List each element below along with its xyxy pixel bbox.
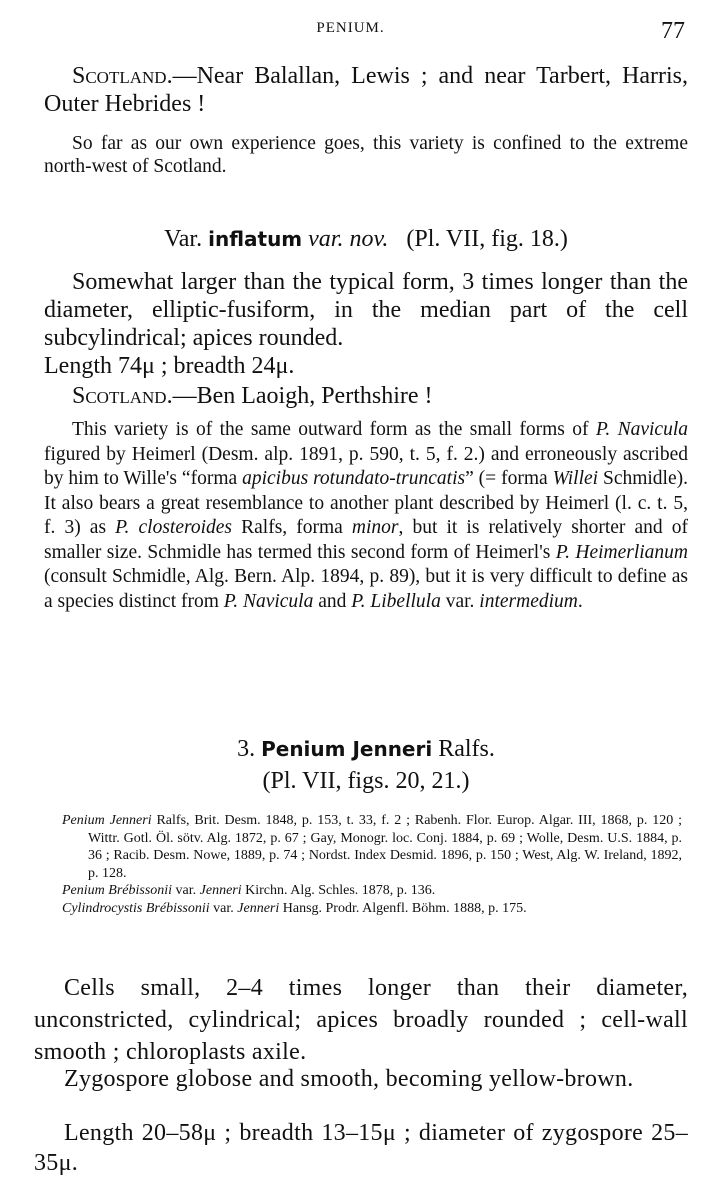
species-number: 3. — [237, 736, 262, 762]
species-plate-ref: (Pl. VII, figs. 20, 21.) — [262, 768, 470, 794]
species-heading — [44, 734, 688, 764]
variety-plate-ref: (Pl. VII, fig. 18.) — [406, 226, 568, 252]
zygospore-description: Zygospore globose and smooth, becoming yellow-brown. — [64, 1066, 634, 1092]
locality-text: —Ben Laoigh, Perthshire ! — [172, 383, 433, 409]
variety-designation: var. nov. — [308, 226, 389, 252]
reference-entry: Cylindrocystis Brébissonii var. Jenneri Hansg. Prodr. Algenfl. Böhm. 1888, p. 175. — [62, 900, 527, 916]
locality-text: —Near Balallan, Lewis ; and near Tarbert, Harris, Outer Hebrides ! — [44, 63, 688, 117]
variety-description: Somewhat larger than the typical form, 3 times longer than the diameter, elliptic-fusiform, in the median part of the cell subcylindrical; apices rounded. — [44, 269, 688, 351]
reference-entry: Penium Jenneri Ralfs, Brit. Desm. 1848, p. 153, t. 33, f. 2 ; Rabenh. Flor. Europ. Algar. III, 1868, p. 120 ; Wittr. Gotl. Öl. sötv. Alg. 1872, p. 67 ; Gay, Monogr. loc. Conj. 1884, p. 69 ; Wolle, Desm. U.S. 1884, p. 36 ; Racib. Desm. Nowe, 1889, p. 74 ; Nordst. Index Desmid. 1896, p. 150 ; West, Alg. W. Ireland, 1892, p. 128. — [62, 813, 682, 881]
variety-name: inflatum — [208, 227, 303, 251]
variety-measurements: Length 74μ ; breadth 24μ. — [44, 353, 295, 379]
synonymy-references — [62, 812, 682, 917]
reference-entry: Penium Brébissonii var. Jenneri Kirchn. Alg. Schles. 1878, p. 136. — [62, 883, 436, 898]
variety-prefix: Var. — [164, 226, 209, 252]
species-name: Penium Jenneri — [261, 737, 433, 761]
running-title: PENIUM. — [316, 20, 385, 36]
species-author: Ralfs. — [432, 736, 495, 762]
page-number: 77 — [661, 18, 685, 44]
locality-paragraph — [44, 62, 688, 118]
locality-paragraph-2 — [44, 382, 688, 410]
variety-commentary: This variety is of the same outward form as the small forms of P. Navicula figured by Heimerl (Desm. alp. 1891, p. 590, t. 5, f. 2.) and erroneously ascribed by him to Wille's “forma apicibus rotundato-truncatis” (= forma Willei Schmidle). It also bears a great resemblance to another plant described by Heimerl (l. c. t. 5, f. 3) as P. closteroides Ralfs, forma minor, but it is relatively shorter and of smaller size. Schmidle has termed this second form of Heimerl's P. Heimerlianum (consult Schmidle, Alg. Bern. Alp. 1894, p. 89), but it is very difficult to define as a species distinct from P. Navicula and P. Libellula var. intermedium. — [44, 419, 689, 612]
species-description: Cells small, 2–4 times longer than their diameter, unconstricted, cylindrical; apices broadly rounded ; cell-wall smooth ; chloroplasts axile. — [34, 975, 688, 1065]
distribution-note: So far as our own experience goes, this variety is confined to the extreme north-west of Scotland. — [44, 133, 688, 177]
species-measurements: Length 20–58μ ; breadth 13–15μ ; diameter of zygospore 25–35μ. — [34, 1120, 688, 1176]
locality-label: Scotland. — [72, 383, 173, 409]
locality-label: Scotland. — [72, 63, 173, 89]
variety-heading — [44, 224, 688, 254]
